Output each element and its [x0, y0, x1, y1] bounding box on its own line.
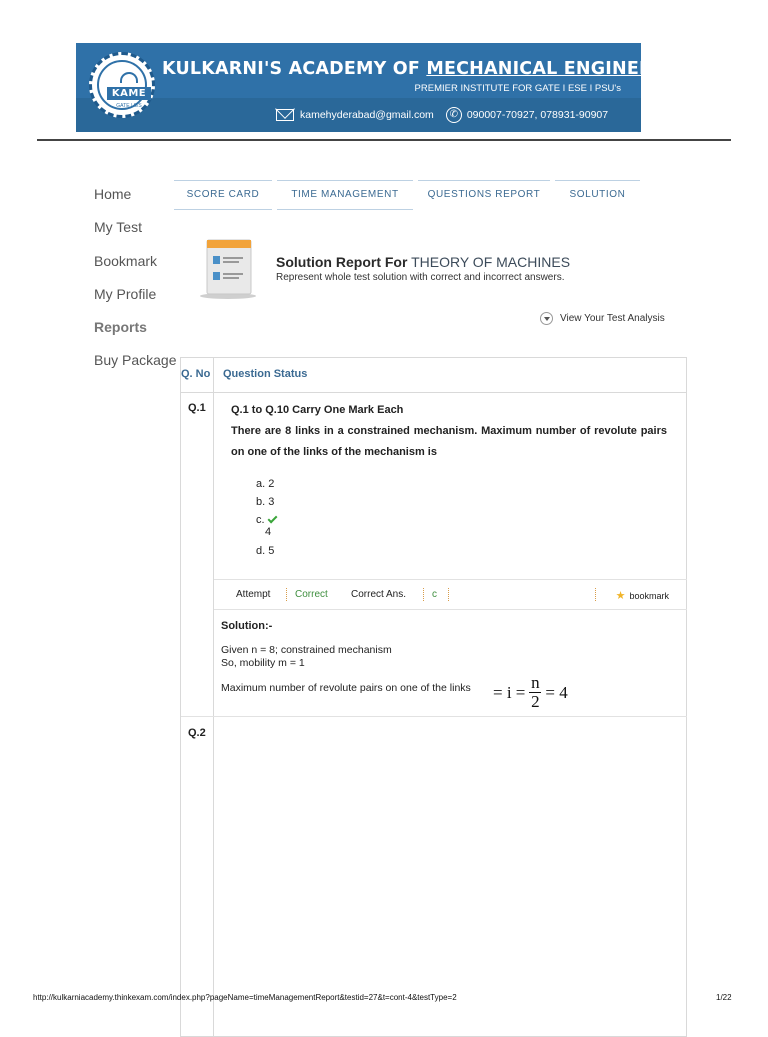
contact-email[interactable]: kamehyderabad@gmail.com [300, 109, 434, 121]
option-c [256, 514, 277, 526]
report-title-prefix: Solution Report For [276, 254, 408, 270]
bookmark-label: bookmark [629, 591, 669, 601]
option-c-value: 4 [265, 526, 272, 538]
contact-info [276, 107, 608, 123]
academy-tagline: PREMIER INSTITUTE FOR GATE I ESE I PSU's [414, 83, 621, 94]
contact-phone: 090007-70927, 078931-90907 [466, 109, 609, 121]
column-divider [213, 358, 214, 1036]
dotted-separator [423, 588, 424, 601]
header-question-status: Question Status [223, 368, 308, 380]
report-title [276, 254, 570, 270]
option-b: b. 3 [256, 496, 275, 508]
dotted-separator [595, 588, 596, 601]
page-number: 1/22 [716, 993, 732, 1002]
formula-fraction [529, 674, 541, 711]
side-navigation [94, 185, 177, 385]
solution-line: So, mobility m = 1 [221, 657, 305, 669]
attempt-status: Correct [295, 589, 328, 600]
attempt-status-bar [214, 579, 687, 609]
academy-name [162, 59, 701, 79]
academy-name-part1: KULKARNI'S ACADEMY OF [162, 59, 421, 79]
tab-questions-report[interactable]: QUESTIONS REPORT [418, 180, 550, 210]
correct-check-icon [267, 514, 277, 524]
tab-solution[interactable]: SOLUTION [555, 180, 640, 210]
formula-numerator: n [531, 673, 540, 692]
logo-text: KAME [107, 87, 151, 100]
chevron-down-circle-icon [540, 312, 553, 325]
view-test-analysis-label: View Your Test Analysis [560, 313, 665, 324]
option-a: a. 2 [256, 478, 275, 490]
report-document-icon [199, 238, 259, 300]
option-c-label: c. [256, 514, 265, 526]
solution-line: Given n = 8; constrained mechanism [221, 644, 392, 656]
nav-item-reports[interactable]: Reports [94, 319, 147, 336]
report-tabs [174, 180, 640, 210]
solution-title: Solution:- [221, 620, 273, 632]
nav-item-my-test[interactable]: My Test [94, 219, 142, 236]
question-table [180, 357, 687, 1037]
formula-lhs: = i = [493, 682, 526, 702]
solution-formula [493, 674, 568, 711]
nav-item-buy-package[interactable]: Buy Package [94, 352, 177, 369]
attempt-label: Attempt [236, 589, 271, 600]
formula-denominator: 2 [531, 692, 540, 711]
report-description: Represent whole test solution with correct and incorrect answers. [276, 272, 565, 283]
formula-rhs: = 4 [545, 682, 568, 702]
table-header [181, 358, 686, 393]
logo-ring [97, 60, 147, 110]
row-separator [181, 716, 687, 717]
academy-logo [89, 52, 155, 118]
nav-item-home[interactable]: Home [94, 186, 132, 202]
correct-answer-value: c [432, 589, 437, 600]
logo-subtext: GATE | IES [116, 103, 142, 109]
star-icon: ★ [615, 590, 626, 602]
nav-item-bookmark[interactable]: Bookmark [94, 252, 158, 269]
row-separator [214, 609, 687, 610]
solution-line: Maximum number of revolute pairs on one of the links [221, 682, 471, 694]
phone-icon: ✆ [446, 107, 462, 123]
header-question-number: Q. No [181, 368, 211, 380]
logo-crest-icon [120, 72, 138, 83]
page-url: http://kulkarniacademy.thinkexam.com/index.php?pageName=timeManagementReport&testid=27&t=cont-4&testType=2 [33, 993, 457, 1002]
header-banner [76, 43, 701, 132]
nav-item-my-profile[interactable]: My Profile [94, 285, 157, 302]
question-text: There are 8 links in a constrained mechanism. Maximum number of revolute pairs on one of the links of the mechanism is [231, 425, 667, 458]
header-divider [37, 139, 731, 141]
view-test-analysis-link[interactable] [540, 312, 665, 325]
question-number: Q.2 [188, 727, 206, 739]
question-number: Q.1 [188, 402, 206, 414]
tab-time-management[interactable]: TIME MANAGEMENT [277, 180, 413, 210]
mail-icon [276, 109, 294, 121]
dotted-separator [286, 588, 287, 601]
option-d: d. 5 [256, 545, 275, 557]
correct-answer-label: Correct Ans. [351, 589, 407, 600]
academy-name-part2: MECHANICAL ENGINEERING [426, 59, 701, 79]
bookmark-button[interactable] [616, 589, 669, 602]
dotted-separator [448, 588, 449, 601]
tab-score-card[interactable]: SCORE CARD [174, 180, 272, 210]
question-section-label: Q.1 to Q.10 Carry One Mark Each [231, 404, 404, 416]
report-subject: THEORY OF MACHINES [411, 254, 571, 270]
